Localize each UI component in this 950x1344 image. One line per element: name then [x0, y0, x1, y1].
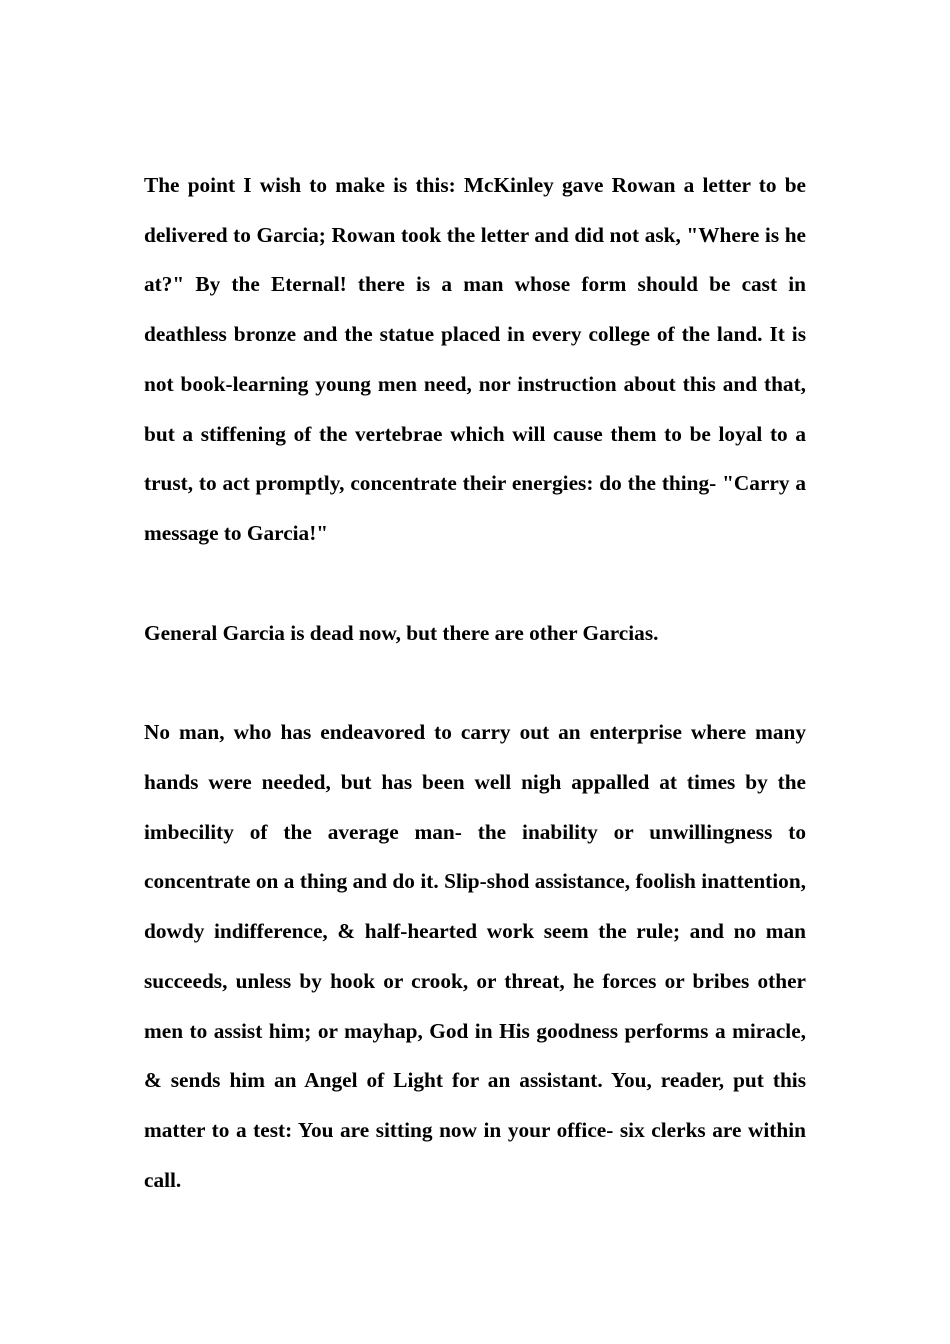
paragraph-other-garcias: General Garcia is dead now, but there are other Garcias.: [144, 620, 659, 645]
paragraph-spacer: [144, 658, 806, 708]
paragraph-rowan-letter: The point I wish to make is this: McKinley gave Rowan a letter to be delivered to Garcia; Rowan took the letter and did not ask, "Where is he at?" By the Eternal! there is a man whose form should be cast in deathless bronze and the statue placed in every college of the land. It is not book-learning young men need, nor instruction about this and that, but a stiffening of the vertebrae which will cause them to be loyal to a trust, to act promptly, concentrate their energies: do the thing- "Carry a message to Garcia!": [144, 173, 806, 545]
paragraph-average-man: No man, who has endeavored to carry out an enterprise where many hands were needed, but has been well nigh appalled at times by the imbecility of the average man- the inability or unwillingness to concentrate on a thing and do it. Slip-shod assistance, foolish inattention, dowdy indifference, & half-hearted work seem the rule; and no man succeeds, unless by hook or crook, or threat, he forces or bribes other men to assist him; or mayhap, God in His goodness performs a miracle, & sends him an Angel of Light for an assistant. You, reader, put this matter to a test: You are sitting now in your office- six clerks are within call.: [144, 720, 806, 1192]
paragraph-spacer: [144, 559, 806, 609]
document-page: [144, 161, 806, 1205]
